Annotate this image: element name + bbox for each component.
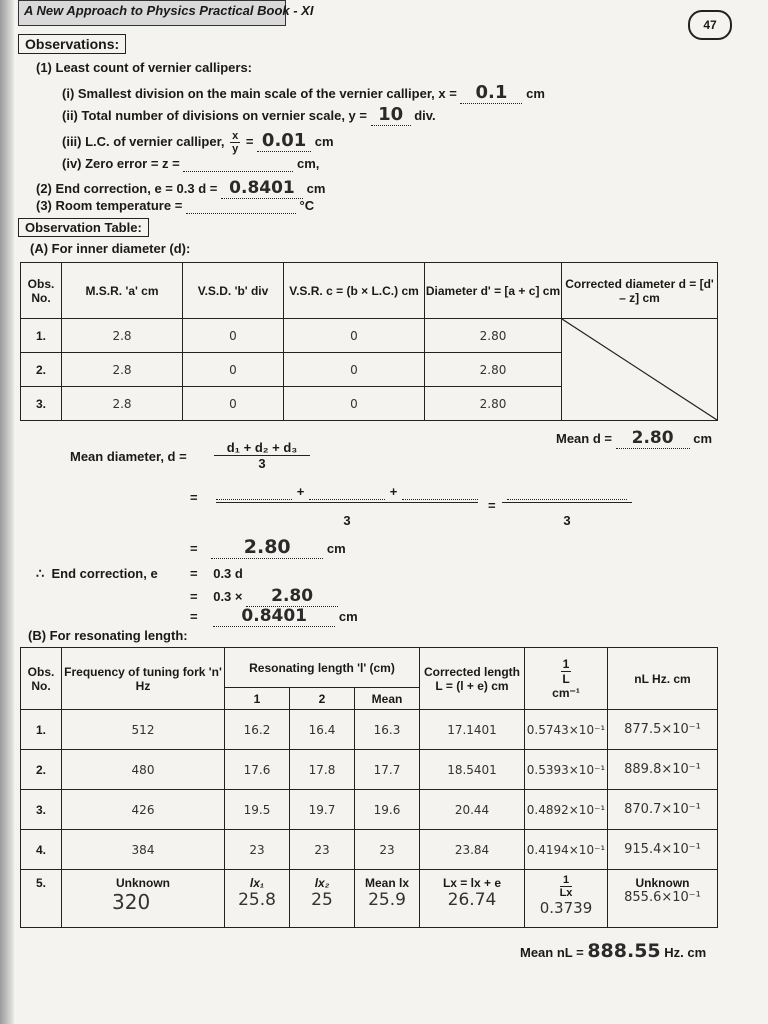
col-obs-no: Obs. No. <box>21 263 62 319</box>
room-temperature-unit: °C <box>299 198 315 213</box>
mean-lx-value: 25.9 <box>368 890 406 910</box>
corrected-diameter-cell <box>562 319 718 421</box>
inv-lx-den: Lx <box>559 887 573 899</box>
frequency-value: 480 <box>62 750 225 790</box>
mean-diameter-unit: cm <box>326 541 346 556</box>
end-correction-calc-label: End correction, e <box>51 566 158 581</box>
inv-length-value: 0.4892×10⁻¹ <box>525 790 608 830</box>
corrected-length-value: 18.5401 <box>420 750 525 790</box>
observation-table-heading: Observation Table: <box>18 218 149 237</box>
page-number: 47 <box>688 10 732 40</box>
inv-length-value: 0.5743×10⁻¹ <box>525 710 608 750</box>
reading-1-value: 23 <box>225 830 290 870</box>
col-mean: Mean <box>355 688 420 710</box>
unknown-nl-value: 855.6×10⁻¹ <box>624 890 701 905</box>
diameter-value: 2.80 <box>425 353 562 387</box>
lc-fraction-denominator: y <box>232 143 239 156</box>
col-vsr: V.S.R. c = (b × L.C.) cm <box>284 263 425 319</box>
obs-no: 3. <box>21 790 62 830</box>
lc-value: 0.01 <box>257 130 311 152</box>
col-msr: M.S.R. 'a' cm <box>62 263 183 319</box>
inv-length-den: L <box>562 672 570 686</box>
mean-length-value: 19.6 <box>355 790 420 830</box>
mean-length-value: 17.7 <box>355 750 420 790</box>
table-row <box>21 750 718 790</box>
reading-1-value: 16.2 <box>225 710 290 750</box>
obs-no: 1. <box>21 710 62 750</box>
inv-lx-num: 1 <box>560 874 573 887</box>
reading-2-value: 23 <box>290 830 355 870</box>
frequency-value: 384 <box>62 830 225 870</box>
unknown-nl-label: Unknown <box>635 876 690 890</box>
table-row <box>21 710 718 750</box>
room-temperature-label: (3) Room temperature = <box>36 198 183 213</box>
obs-no: 4. <box>21 830 62 870</box>
frequency-value: 512 <box>62 710 225 750</box>
msr-value: 2.8 <box>62 387 183 421</box>
lc-fraction-numerator: x <box>232 130 239 143</box>
nl-value: 877.5×10⁻¹ <box>608 710 718 750</box>
lx2-label: lx₂ <box>314 876 330 890</box>
col-resonating-length: Resonating length 'l' (cm) <box>225 648 420 688</box>
mean-length-value: 23 <box>355 830 420 870</box>
mean-d-value: 2.80 <box>616 428 690 449</box>
mean-nl-label: Mean nL = <box>520 945 584 960</box>
vsr-value: 0 <box>284 353 425 387</box>
mean-lx-label: Mean lx <box>364 876 409 890</box>
smallest-division-value: 0.1 <box>460 82 522 104</box>
reading-1-value: 17.6 <box>225 750 290 790</box>
book-title: A New Approach to Physics Practical Book - XI <box>24 3 314 18</box>
vsd-value: 0 <box>183 387 284 421</box>
zero-error-label: (iv) Zero error = z = <box>62 156 180 171</box>
reading-2-value: 16.4 <box>290 710 355 750</box>
corrected-length-value: 23.84 <box>420 830 525 870</box>
col-vsd: V.S.D. 'b' div <box>183 263 284 319</box>
reading-2-value: 17.8 <box>290 750 355 790</box>
resonating-length-label: (B) For resonating length: <box>28 628 188 643</box>
resonating-length-table <box>20 647 718 928</box>
end-correction-result-unit: cm <box>338 609 358 624</box>
inv-length-num: 1 <box>562 657 570 671</box>
obs-no: 1. <box>21 319 62 353</box>
table-row <box>21 319 718 353</box>
inv-lx-value: 0.3739 <box>539 899 593 917</box>
zero-error-unit: cm, <box>297 156 320 171</box>
smallest-division-label: (i) Smallest division on the main scale of the vernier calliper, x = <box>62 86 457 101</box>
total-divisions-unit: div. <box>414 108 436 123</box>
end-correction-step2: 0.3 × <box>213 589 243 604</box>
inv-length-value: 0.4194×10⁻¹ <box>525 830 608 870</box>
end-correction-result: 0.8401 <box>213 606 335 627</box>
smallest-division-unit: cm <box>526 86 545 101</box>
reading-1-value: 19.5 <box>225 790 290 830</box>
col-reading-1: 1 <box>225 688 290 710</box>
denominator-three: 3 <box>563 513 571 528</box>
col-corrected-length: Corrected length L = (l + e) cm <box>420 648 525 710</box>
total-divisions-value: 10 <box>371 104 411 126</box>
eq-sign: = <box>190 609 198 624</box>
mean-formula-numerator: d₁ + d₂ + d₃ <box>214 440 310 456</box>
lx1-label: lx₁ <box>249 876 265 890</box>
mean-nl-unit: Hz. cm <box>664 945 707 960</box>
diameter-value: 2.80 <box>425 319 562 353</box>
unknown-frequency-value: 320 <box>112 890 151 914</box>
denominator-three: 3 <box>343 513 351 528</box>
nl-value: 870.7×10⁻¹ <box>608 790 718 830</box>
eq-sign: = <box>190 541 198 556</box>
observations-heading: Observations: <box>18 34 126 54</box>
msr-value: 2.8 <box>62 319 183 353</box>
end-correction-step2-value: 2.80 <box>246 586 338 607</box>
table-row-unknown <box>21 870 718 928</box>
lc-unit: cm <box>314 134 334 149</box>
reading-2-value: 19.7 <box>290 790 355 830</box>
col-obs-no: Obs. No. <box>21 648 62 710</box>
mean-diameter-label: Mean diameter, d = <box>70 449 187 464</box>
vsd-value: 0 <box>183 353 284 387</box>
end-correction-unit: cm <box>306 181 326 196</box>
frequency-value: 426 <box>62 790 225 830</box>
corrected-length-value: 20.44 <box>420 790 525 830</box>
inner-diameter-label: (A) For inner diameter (d): <box>30 241 191 256</box>
inner-diameter-table <box>20 262 718 421</box>
strike-line <box>562 319 717 420</box>
corrected-lx-label: Lx = lx + e <box>442 876 502 890</box>
col-nl: nL Hz. cm <box>608 648 718 710</box>
obs-no: 2. <box>21 353 62 387</box>
eq-sign: = <box>190 589 198 604</box>
eq-sign: = <box>488 498 496 513</box>
mean-diameter-result: 2.80 <box>211 536 323 559</box>
table-row <box>21 790 718 830</box>
page-edge-shadow <box>0 0 14 1024</box>
vsr-value: 0 <box>284 387 425 421</box>
corrected-lx-value: 26.74 <box>447 890 497 910</box>
msr-value: 2.8 <box>62 353 183 387</box>
mean-length-value: 16.3 <box>355 710 420 750</box>
diameter-value: 2.80 <box>425 387 562 421</box>
inv-length-unit: cm⁻¹ <box>552 686 580 700</box>
table-row <box>21 830 718 870</box>
obs-no: 5. <box>21 870 62 928</box>
vsr-value: 0 <box>284 319 425 353</box>
plus-sign: + <box>389 484 398 499</box>
end-correction-step1: 0.3 d <box>213 566 243 581</box>
eq-sign: = <box>190 566 198 581</box>
eq-sign: = <box>190 490 198 505</box>
total-divisions-label: (ii) Total number of divisions on vernier scale, y = <box>62 108 367 123</box>
corrected-length-value: 17.1401 <box>420 710 525 750</box>
unknown-frequency-label: Unknown <box>116 876 170 890</box>
col-frequency: Frequency of tuning fork 'n' Hz <box>62 648 225 710</box>
mean-d-unit: cm <box>693 431 713 446</box>
lx2-value: 25 <box>311 890 333 910</box>
end-correction-label: (2) End correction, e = 0.3 d = <box>36 181 218 196</box>
end-correction-value: 0.8401 <box>221 178 303 199</box>
vsd-value: 0 <box>183 319 284 353</box>
plus-sign: + <box>296 484 305 499</box>
mean-d-label: Mean d = <box>556 431 612 446</box>
least-count-label: (1) Least count of vernier callipers: <box>36 60 253 75</box>
lx1-value: 25.8 <box>238 890 276 910</box>
obs-no: 2. <box>21 750 62 790</box>
col-reading-2: 2 <box>290 688 355 710</box>
inv-length-value: 0.5393×10⁻¹ <box>525 750 608 790</box>
nl-value: 889.8×10⁻¹ <box>608 750 718 790</box>
nl-value: 915.4×10⁻¹ <box>608 830 718 870</box>
mean-nl-value: 888.55 <box>587 940 661 962</box>
col-corrected-diameter: Corrected diameter d = [d' – z] cm <box>562 263 718 319</box>
obs-no: 3. <box>21 387 62 421</box>
lc-label: (iii) L.C. of vernier calliper, <box>62 134 225 149</box>
mean-formula-denominator: 3 <box>258 456 266 471</box>
col-diameter: Diameter d' = [a + c] cm <box>425 263 562 319</box>
